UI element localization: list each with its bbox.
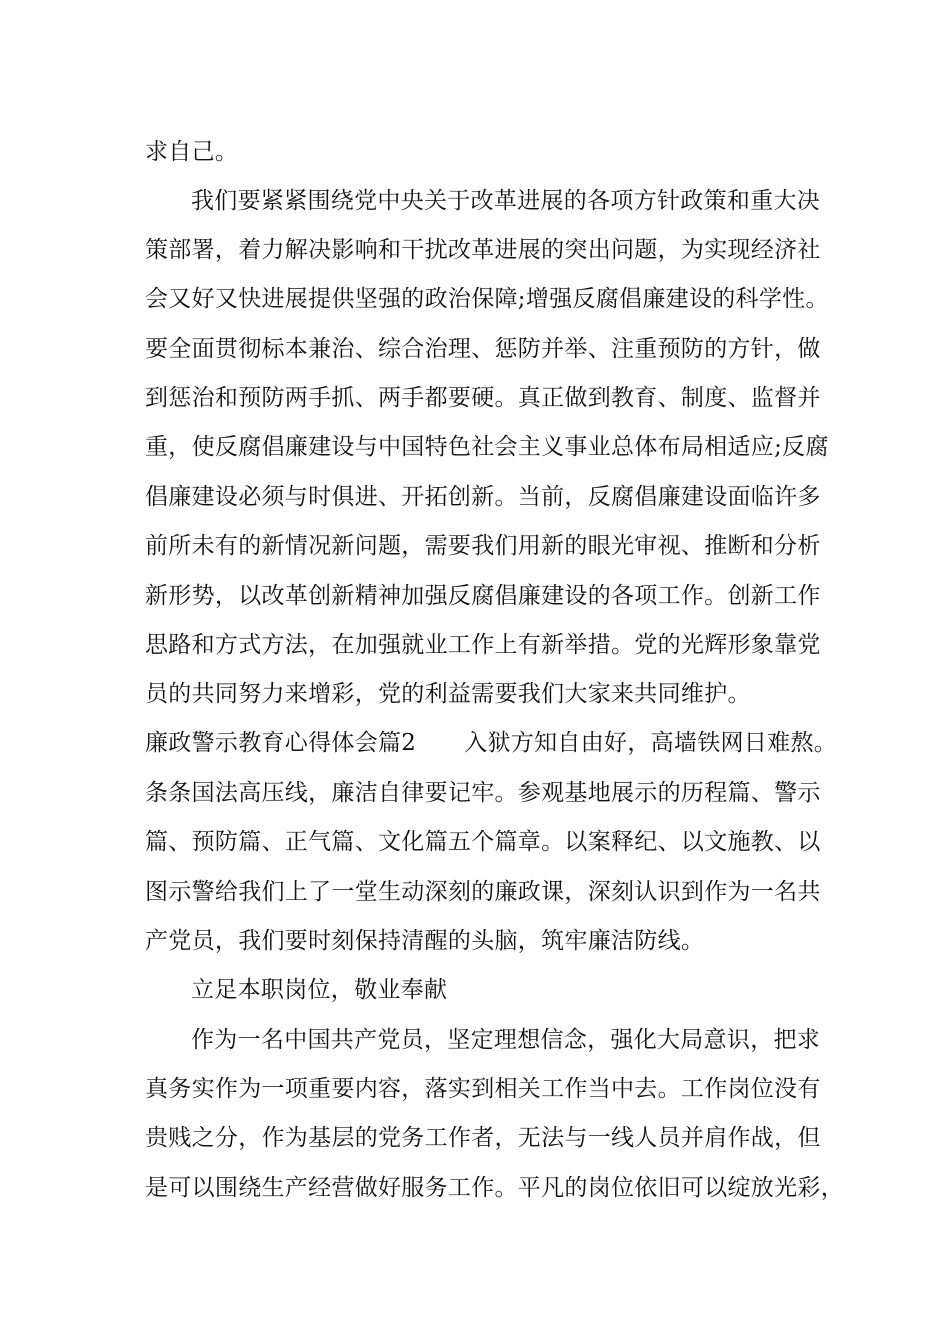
text-line: 贵贱之分，作为基层的党务工作者，无法与一线人员并肩作战，但 bbox=[145, 1125, 821, 1151]
text-line: 条条国法高压线，廉洁自律要记牢。参观基地展示的历程篇、警示 bbox=[145, 780, 821, 806]
text-line: 要全面贯彻标本兼治、综合治理、惩防并举、注重预防的方针，做 bbox=[145, 336, 821, 362]
text-line: 图示警给我们上了一堂生动深刻的廉政课，深刻认识到作为一名共 bbox=[145, 879, 821, 905]
text-line: 员的共同努力来增彩，党的利益需要我们大家来共同维护。 bbox=[145, 681, 751, 707]
text-line: 倡廉建设必须与时俱进、开拓创新。当前，反腐倡廉建设面临许多 bbox=[145, 484, 821, 510]
text-line: 真务实作为一项重要内容，落实到相关工作当中去。工作岗位没有 bbox=[145, 1076, 821, 1102]
text-line: 求自己。 bbox=[145, 139, 239, 165]
subheading: 立足本职岗位，敬业奉献 bbox=[191, 977, 448, 1003]
text-line: 会又好又快进展提供坚强的政治保障;增强反腐倡廉建设的科学性。 bbox=[145, 286, 829, 312]
text-line: 思路和方式方法，在加强就业工作上有新举措。党的光辉形象靠党 bbox=[145, 632, 821, 658]
text-line: 前所未有的新情况新问题，需要我们用新的眼光审视、推断和分析 bbox=[145, 533, 821, 559]
text-line: 新形势，以改革创新精神加强反腐倡廉建设的各项工作。创新工作 bbox=[145, 583, 821, 609]
text-line: 重，使反腐倡廉建设与中国特色社会主义事业总体布局相适应;反腐 bbox=[145, 434, 829, 460]
text-line: 是可以围绕生产经营做好服务工作。平凡的岗位依旧可以绽放光彩， bbox=[145, 1175, 844, 1201]
section-first-sentence: 入狱方知自由好，高墙铁网日难熬。 bbox=[464, 730, 838, 756]
text-line: 策部署，着力解决影响和干扰改革进展的突出问题，为实现经济社 bbox=[145, 237, 821, 263]
text-line: 产党员，我们要时刻保持清醒的头脑，筑牢廉洁防线。 bbox=[145, 928, 705, 954]
paragraph-first-line: 作为一名中国共产党员，坚定理想信念，强化大局意识，把求 bbox=[191, 1027, 821, 1053]
section-title: 廉政警示教育心得体会篇2 bbox=[145, 730, 417, 756]
section-heading-line bbox=[145, 723, 845, 763]
text-line: 到惩治和预防两手抓、两手都要硬。真正做到教育、制度、监督并 bbox=[145, 385, 821, 411]
text-line: 篇、预防篇、正气篇、文化篇五个篇章。以案释纪、以文施教、以 bbox=[145, 829, 821, 855]
paragraph-first-line: 我们要紧紧围绕党中央关于改革进展的各项方针政策和重大决 bbox=[191, 188, 821, 214]
